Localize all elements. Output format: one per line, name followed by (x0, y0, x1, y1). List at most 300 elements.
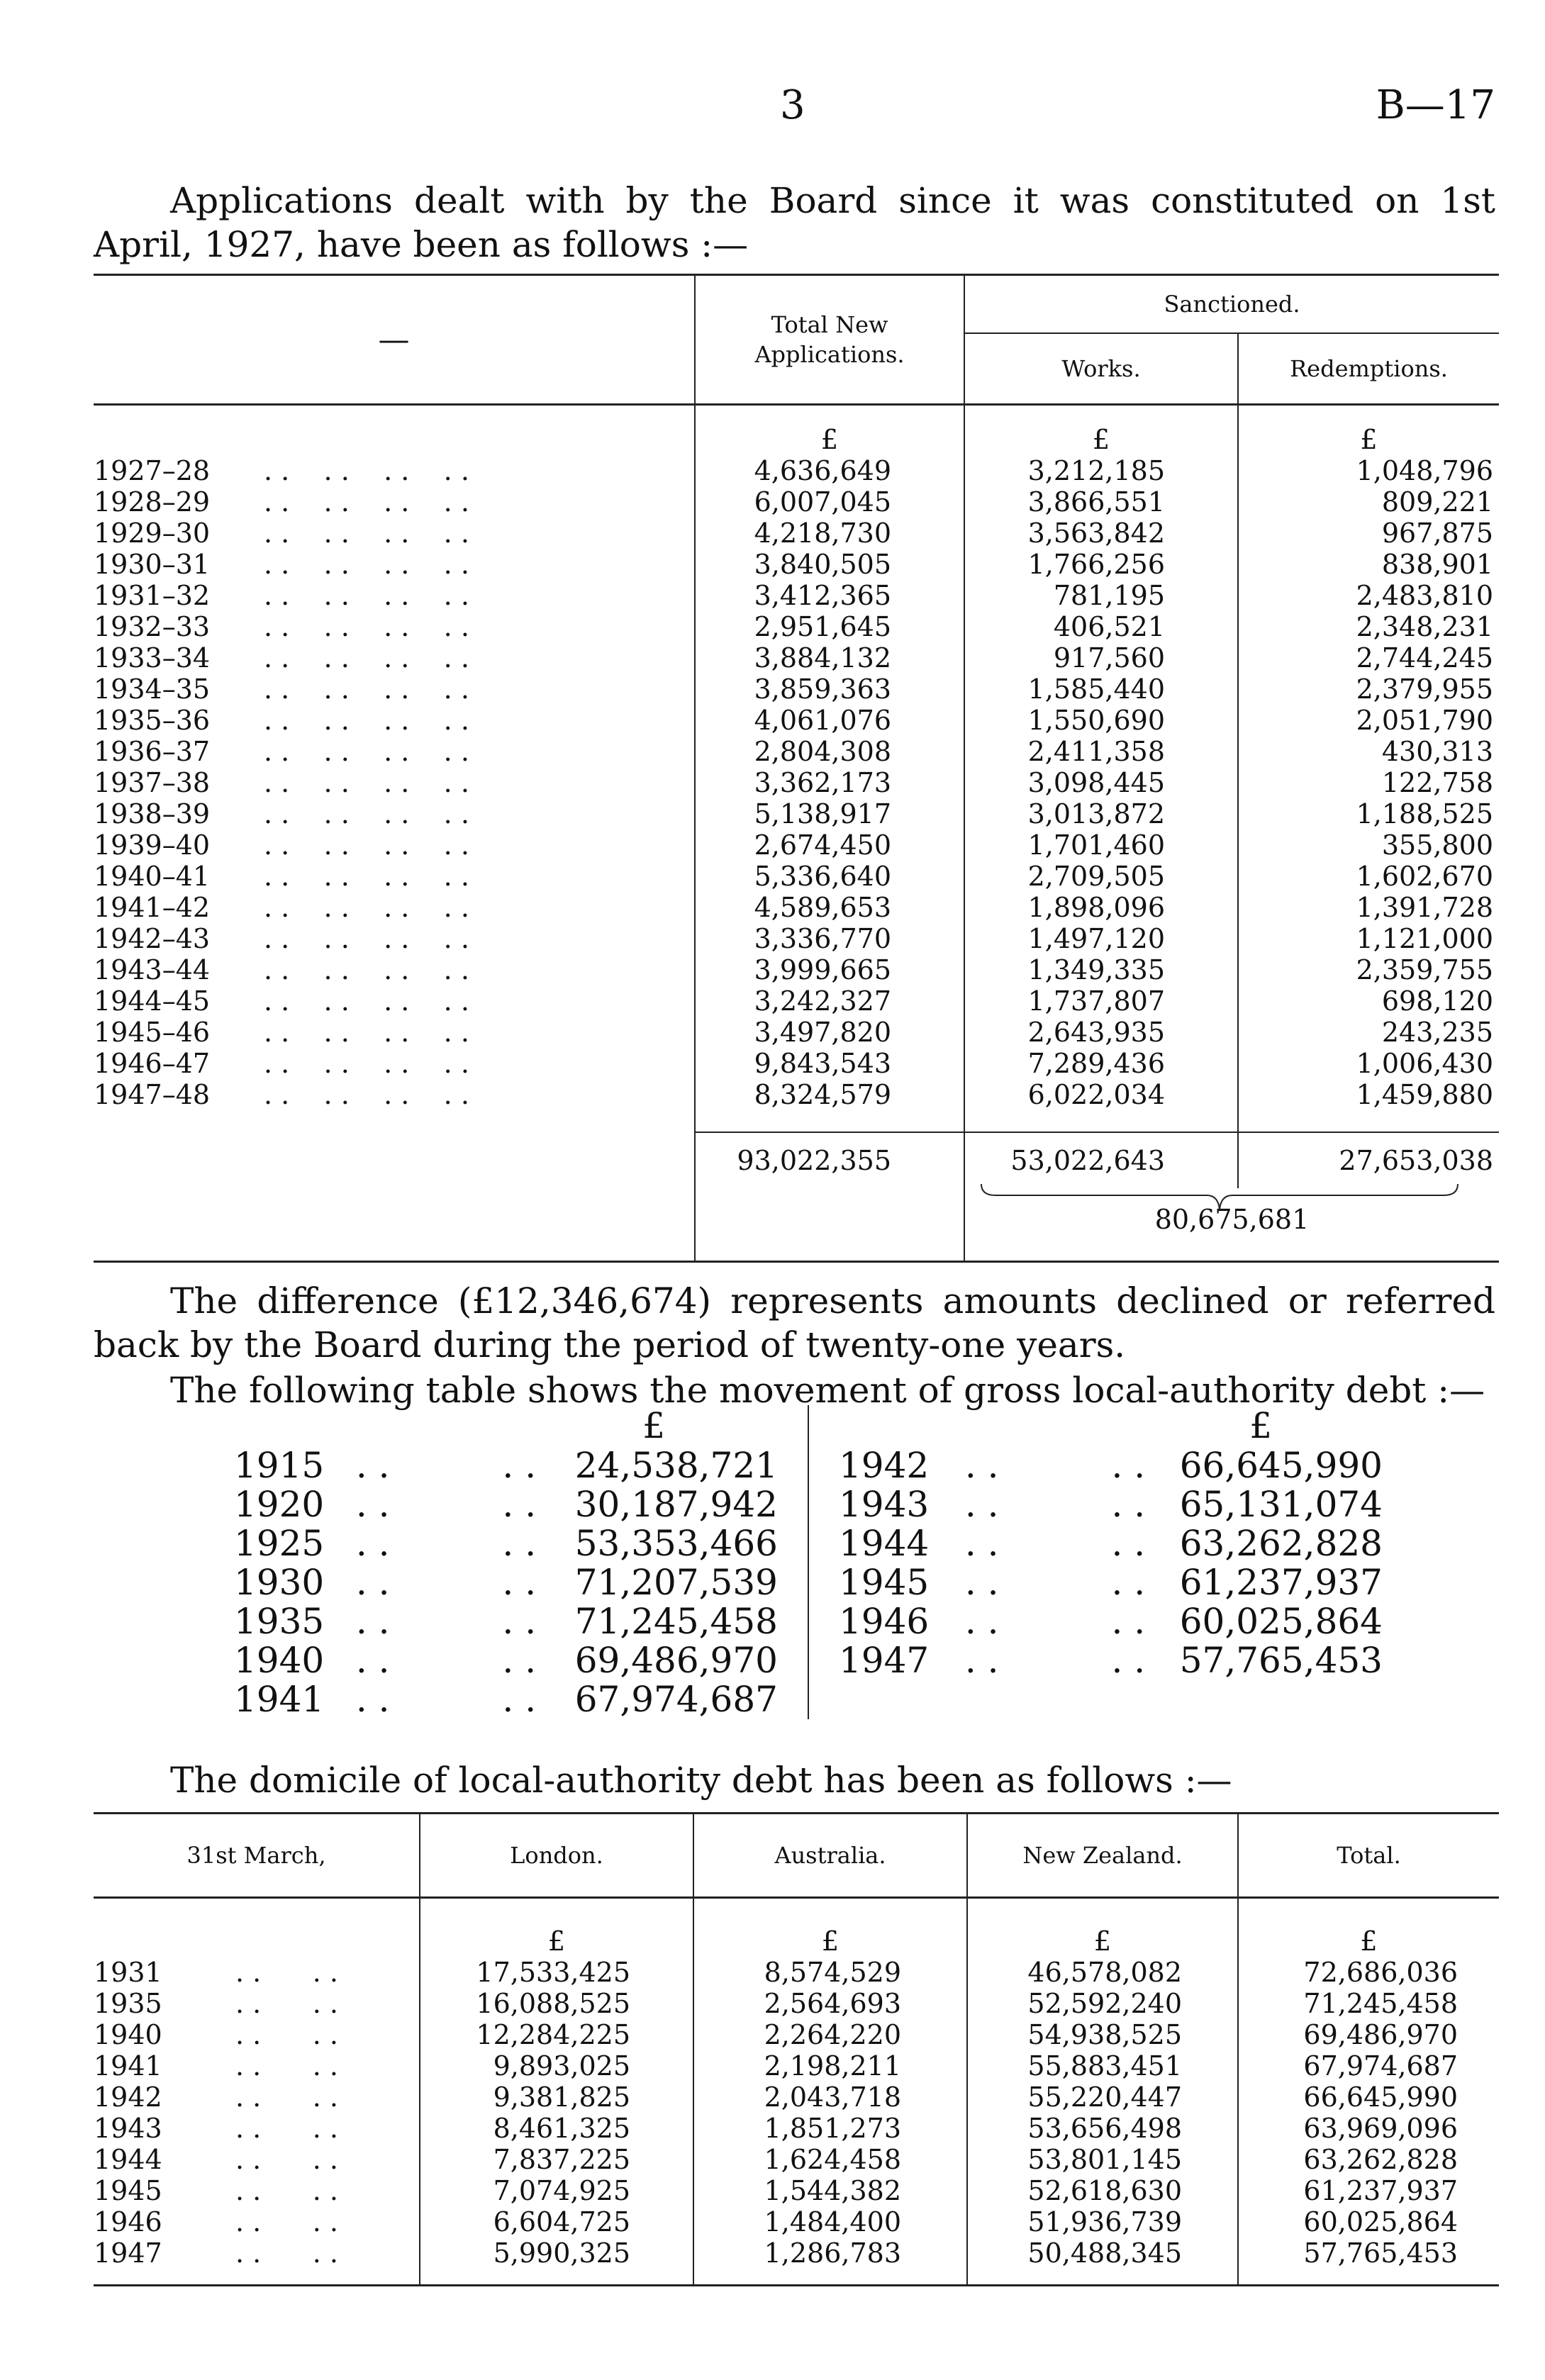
london-cell: 17,533,425 (420, 1957, 693, 1988)
redemptions-cell: 243,235 (1238, 1017, 1499, 1048)
works-cell: 3,563,842 (964, 518, 1238, 549)
dot-leader: . . . . (235, 2175, 338, 2206)
amount-cell: 66,645,990 (1179, 1445, 1383, 1486)
table-row (94, 2082, 1499, 2113)
works-cell: 1,497,120 (964, 923, 1238, 954)
year-label: 1946 (94, 2206, 162, 2237)
london-header: London. (420, 1814, 693, 1898)
year-cell: 1915 (234, 1445, 325, 1486)
table-row (94, 954, 1499, 985)
dot-leader: . . . . . . . . (264, 923, 469, 954)
australia-header: Australia. (693, 1814, 967, 1898)
year-cell (94, 2175, 420, 2206)
dot-leader: . . . . . . . . (264, 518, 469, 549)
table-row (94, 486, 1499, 518)
new-zealand-cell: 53,801,145 (967, 2144, 1238, 2175)
intro-paragraph: Applications dealt with by the Board since it was constituted on 1st April, 1927, have been as follows :— (94, 180, 1495, 265)
year-cell: 1935 (234, 1601, 325, 1642)
year-cell: 1920 (234, 1484, 325, 1525)
year-cell (94, 2206, 420, 2237)
dot-leader: . . . . . . . . (264, 1017, 469, 1048)
year-label: 1942 (94, 2082, 162, 2113)
year-cell (94, 2050, 420, 2082)
total-new-applications-cell: 9,843,543 (695, 1048, 964, 1079)
total-new-applications-cell: 2,951,645 (695, 611, 964, 642)
table-row (234, 1563, 1383, 1602)
year-cell: 1947 (808, 1641, 965, 1680)
table-row (94, 767, 1499, 798)
year-label: 1945–46 (94, 1017, 211, 1048)
table-row (94, 611, 1499, 642)
unit-label: £ (964, 405, 1238, 456)
redemptions-header: Redemptions. (1238, 333, 1499, 405)
year-cell: 1941 (234, 1679, 325, 1720)
dot-leader: . . . . . . . . (264, 861, 469, 892)
year-cell (94, 518, 695, 549)
unit-label: £ (1238, 1898, 1499, 1957)
table-row (234, 1485, 1383, 1524)
works-cell: 3,098,445 (964, 767, 1238, 798)
total-new-applications-header: Total New Applications. (695, 275, 964, 405)
year-label: 1938–39 (94, 798, 211, 829)
london-cell: 8,461,325 (420, 2113, 693, 2144)
applications-blank-header: — (94, 275, 695, 405)
table-row (94, 642, 1499, 674)
amount-cell: 30,187,942 (574, 1484, 778, 1525)
total-cell: 69,486,970 (1238, 2019, 1499, 2050)
redemptions-cell: 1,391,728 (1238, 892, 1499, 923)
empty-cell (1139, 1680, 1383, 1719)
year-label: 1933–34 (94, 642, 211, 674)
redemptions-total: 27,653,038 (1238, 1132, 1499, 1188)
year-cell (94, 2082, 420, 2113)
dot-leader: . . . . (235, 2206, 338, 2237)
total-new-applications-cell: 4,061,076 (695, 705, 964, 736)
australia-cell: 1,484,400 (693, 2206, 967, 2237)
table-row (234, 1602, 1383, 1641)
year-cell: 1942 (808, 1446, 965, 1485)
total-cell: 66,645,990 (1238, 2082, 1499, 2113)
table-row (234, 1641, 1383, 1680)
dot-leader: . . . . (964, 1562, 1146, 1603)
dot-leader: . . . . (235, 2144, 338, 2175)
total-cell: 61,237,937 (1238, 2175, 1499, 2206)
total-new-applications-cell: 3,336,770 (695, 923, 964, 954)
document-reference: B—17 (1376, 82, 1495, 128)
amount-cell: 53,353,466 (574, 1523, 778, 1564)
total-cell: 67,974,687 (1238, 2050, 1499, 2082)
new-zealand-cell: 50,488,345 (967, 2237, 1238, 2286)
london-cell: 12,284,225 (420, 2019, 693, 2050)
domicile-date-header: 31st March, (94, 1814, 420, 1898)
works-cell: 1,701,460 (964, 829, 1238, 861)
gross-debt-table (234, 1405, 1383, 1719)
works-cell: 1,737,807 (964, 985, 1238, 1017)
table-row (234, 1524, 1383, 1563)
dot-leader: . . . . (964, 1484, 1146, 1525)
dot-leader: . . . . (355, 1679, 537, 1720)
london-cell: 9,381,825 (420, 2082, 693, 2113)
dot-leader: . . . . (235, 2050, 338, 2082)
dot-leader: . . . . . . . . (264, 486, 469, 518)
works-cell: 3,866,551 (964, 486, 1238, 518)
year-cell (94, 736, 695, 767)
table-row (94, 1017, 1499, 1048)
australia-cell: 2,198,211 (693, 2050, 967, 2082)
redemptions-cell: 1,602,670 (1238, 861, 1499, 892)
dot-leader: . . . . . . . . (264, 611, 469, 642)
year-cell (94, 1957, 420, 1988)
amount-cell: 61,237,937 (1179, 1562, 1383, 1603)
domicile-table-body (94, 1898, 1499, 2286)
redemptions-cell: 2,483,810 (1238, 580, 1499, 611)
london-cell: 6,604,725 (420, 2206, 693, 2237)
year-cell (94, 2113, 420, 2144)
year-cell (94, 580, 695, 611)
year-cell (94, 2237, 420, 2286)
table-row (94, 736, 1499, 767)
year-cell (94, 674, 695, 705)
london-cell: 16,088,525 (420, 1988, 693, 2019)
redemptions-cell: 838,901 (1238, 549, 1499, 580)
redemptions-cell: 2,379,955 (1238, 674, 1499, 705)
redemptions-cell: 2,348,231 (1238, 611, 1499, 642)
unit-label: £ (642, 1404, 666, 1446)
australia-cell: 1,286,783 (693, 2237, 967, 2286)
dot-leader: . . . . . . . . (264, 892, 469, 923)
dot-leader: . . . . . . . . (264, 580, 469, 611)
dot-leader: . . . . . . . . (264, 798, 469, 829)
london-cell: 5,990,325 (420, 2237, 693, 2286)
redemptions-cell: 1,121,000 (1238, 923, 1499, 954)
year-label: 1943–44 (94, 954, 211, 985)
total-new-applications-cell: 5,138,917 (695, 798, 964, 829)
table-row (94, 455, 1499, 486)
table-row (94, 985, 1499, 1017)
australia-cell: 2,264,220 (693, 2019, 967, 2050)
year-label: 1940 (94, 2019, 162, 2050)
dot-leader: . . . . . . . . (264, 1079, 469, 1110)
year-label: 1943 (94, 2113, 162, 2144)
works-cell: 3,013,872 (964, 798, 1238, 829)
dot-leader: . . . . (355, 1523, 537, 1564)
dot-leader: . . . . (235, 2237, 338, 2269)
total-new-applications-cell: 5,336,640 (695, 861, 964, 892)
redemptions-cell: 1,188,525 (1238, 798, 1499, 829)
dot-leader: . . . . (235, 1957, 338, 1988)
total-new-applications-cell: 8,324,579 (695, 1079, 964, 1110)
works-cell: 1,550,690 (964, 705, 1238, 736)
australia-cell: 1,544,382 (693, 2175, 967, 2206)
dot-leader: . . . . (964, 1640, 1146, 1681)
table-row (94, 2113, 1499, 2144)
dot-leader: . . . . (355, 1445, 537, 1486)
works-cell: 781,195 (964, 580, 1238, 611)
year-cell: 1945 (808, 1563, 965, 1602)
dot-leader: . . . . (964, 1523, 1146, 1564)
redemptions-cell: 2,051,790 (1238, 705, 1499, 736)
total-header: Total. (1238, 1814, 1499, 1898)
applications-table (94, 274, 1499, 1263)
amount-cell: 69,486,970 (574, 1640, 778, 1681)
year-label: 1940–41 (94, 861, 211, 892)
dot-leader: . . . . (235, 1988, 338, 2019)
year-label: 1942–43 (94, 923, 211, 954)
year-label: 1941 (94, 2050, 162, 2082)
year-label: 1932–33 (94, 611, 211, 642)
year-cell: 1943 (808, 1485, 965, 1524)
year-label: 1945 (94, 2175, 162, 2206)
year-cell (94, 767, 695, 798)
table-row (94, 2237, 1499, 2286)
total-cell: 63,969,096 (1238, 2113, 1499, 2144)
unit-label: £ (967, 1898, 1238, 1957)
table-row (94, 2144, 1499, 2175)
new-zealand-cell: 54,938,525 (967, 2019, 1238, 2050)
table-row (94, 1079, 1499, 1110)
year-cell: 1944 (808, 1524, 965, 1563)
unit-label: £ (420, 1898, 693, 1957)
works-cell: 1,898,096 (964, 892, 1238, 923)
dot-leader: . . . . (355, 1562, 537, 1603)
table-row (94, 892, 1499, 923)
new-zealand-cell: 52,618,630 (967, 2175, 1238, 2206)
total-new-applications-total: 93,022,355 (695, 1132, 964, 1188)
australia-cell: 8,574,529 (693, 1957, 967, 1988)
total-new-applications-cell: 6,007,045 (695, 486, 964, 518)
unit-label: £ (1249, 1404, 1273, 1446)
year-label: 1946–47 (94, 1048, 211, 1079)
works-cell: 2,643,935 (964, 1017, 1238, 1048)
year-cell (94, 861, 695, 892)
redemptions-cell: 2,359,755 (1238, 954, 1499, 985)
dot-leader: . . . . . . . . (264, 767, 469, 798)
works-cell: 917,560 (964, 642, 1238, 674)
total-new-applications-cell: 3,859,363 (695, 674, 964, 705)
dot-leader: . . . . . . . . (264, 736, 469, 767)
year-label: 1935 (94, 1988, 162, 2019)
year-cell (94, 1017, 695, 1048)
dot-leader: . . . . (235, 2082, 338, 2113)
empty-cell (808, 1680, 965, 1719)
year-label: 1934–35 (94, 674, 211, 705)
london-cell: 7,074,925 (420, 2175, 693, 2206)
table-row (94, 2050, 1499, 2082)
total-new-applications-cell: 4,218,730 (695, 518, 964, 549)
dot-leader: . . . . (355, 1601, 537, 1642)
year-cell (94, 798, 695, 829)
dot-leader: . . . . (964, 1601, 1146, 1642)
australia-cell: 2,564,693 (693, 1988, 967, 2019)
year-cell (94, 1048, 695, 1079)
new-zealand-cell: 46,578,082 (967, 1957, 1238, 1988)
unit-label: £ (1238, 405, 1499, 456)
total-cell: 63,262,828 (1238, 2144, 1499, 2175)
year-label: 1928–29 (94, 486, 211, 518)
year-cell (94, 642, 695, 674)
year-cell: 1940 (234, 1640, 325, 1681)
table-row (94, 549, 1499, 580)
year-label: 1931–32 (94, 580, 211, 611)
sanctioned-grand-total: 80,675,681 (964, 1188, 1499, 1262)
table-row (234, 1680, 1383, 1719)
total-new-applications-cell: 3,412,365 (695, 580, 964, 611)
year-label: 1936–37 (94, 736, 211, 767)
year-cell: 1930 (234, 1562, 325, 1603)
year-cell (94, 1079, 695, 1110)
year-label: 1947–48 (94, 1079, 211, 1110)
year-cell (94, 829, 695, 861)
works-cell: 1,766,256 (964, 549, 1238, 580)
amount-cell: 24,538,721 (574, 1445, 778, 1486)
new-zealand-cell: 53,656,498 (967, 2113, 1238, 2144)
amount-cell: 57,765,453 (1179, 1640, 1383, 1681)
works-cell: 2,709,505 (964, 861, 1238, 892)
dot-leader: . . . . . . . . (264, 985, 469, 1017)
difference-paragraph: The difference (£12,346,674) represents amounts declined or referred back by the Board during the period of twenty-one years. (94, 1280, 1495, 1365)
works-cell: 7,289,436 (964, 1048, 1238, 1079)
redemptions-cell: 1,459,880 (1238, 1079, 1499, 1110)
year-cell (94, 486, 695, 518)
total-new-applications-cell: 4,589,653 (695, 892, 964, 923)
table-row (94, 2175, 1499, 2206)
redemptions-cell: 122,758 (1238, 767, 1499, 798)
total-new-applications-cell: 4,636,649 (695, 455, 964, 486)
new-zealand-cell: 52,592,240 (967, 1988, 1238, 2019)
empty-cell (965, 1680, 1139, 1719)
year-label: 1947 (94, 2237, 162, 2269)
redemptions-cell: 2,744,245 (1238, 642, 1499, 674)
amount-cell: 67,974,687 (574, 1679, 778, 1720)
sanctioned-brace (978, 1181, 1461, 1214)
year-label: 1929–30 (94, 518, 211, 549)
total-cell: 72,686,036 (1238, 1957, 1499, 1988)
redemptions-cell: 355,800 (1238, 829, 1499, 861)
new-zealand-cell: 55,883,451 (967, 2050, 1238, 2082)
works-header: Works. (964, 333, 1238, 405)
year-label: 1944 (94, 2144, 162, 2175)
year-cell (94, 2019, 420, 2050)
year-cell (94, 985, 695, 1017)
unit-label: £ (693, 1898, 967, 1957)
year-label: 1930–31 (94, 549, 211, 580)
works-total: 53,022,643 (964, 1132, 1238, 1188)
dot-leader: . . . . (355, 1640, 537, 1681)
total-new-applications-cell: 3,497,820 (695, 1017, 964, 1048)
unit-label: £ (695, 405, 964, 456)
year-cell: 1946 (808, 1602, 965, 1641)
dot-leader: . . . . . . . . (264, 954, 469, 985)
australia-cell: 1,624,458 (693, 2144, 967, 2175)
table-row (94, 2019, 1499, 2050)
works-cell: 1,585,440 (964, 674, 1238, 705)
new-zealand-cell: 51,936,739 (967, 2206, 1238, 2237)
total-new-applications-cell: 3,999,665 (695, 954, 964, 985)
redemptions-cell: 430,313 (1238, 736, 1499, 767)
year-cell (94, 455, 695, 486)
gross-debt-table-body (234, 1405, 1383, 1719)
works-cell: 3,212,185 (964, 455, 1238, 486)
table-row (94, 1988, 1499, 2019)
total-new-applications-cell: 2,674,450 (695, 829, 964, 861)
table-row (94, 829, 1499, 861)
year-cell (94, 549, 695, 580)
domicile-intro: The domicile of local-authority debt has been as follows :— (170, 1760, 1232, 1801)
sanctioned-header: Sanctioned. (964, 275, 1499, 334)
redemptions-cell: 1,006,430 (1238, 1048, 1499, 1079)
works-cell: 406,521 (964, 611, 1238, 642)
dot-leader: . . . . . . . . (264, 1048, 469, 1079)
australia-cell: 1,851,273 (693, 2113, 967, 2144)
amount-cell: 71,245,458 (574, 1601, 778, 1642)
redemptions-cell: 967,875 (1238, 518, 1499, 549)
table-row (94, 1957, 1499, 1988)
year-label: 1935–36 (94, 705, 211, 736)
dot-leader: . . . . . . . . (264, 642, 469, 674)
redemptions-cell: 809,221 (1238, 486, 1499, 518)
dot-leader: . . . . (964, 1445, 1146, 1486)
works-cell: 1,349,335 (964, 954, 1238, 985)
amount-cell: 63,262,828 (1179, 1523, 1383, 1564)
london-cell: 7,837,225 (420, 2144, 693, 2175)
total-cell: 71,245,458 (1238, 1988, 1499, 2019)
table-row (94, 798, 1499, 829)
table-row (94, 1048, 1499, 1079)
year-cell (94, 2144, 420, 2175)
redemptions-cell: 1,048,796 (1238, 455, 1499, 486)
year-cell (94, 611, 695, 642)
table-row (94, 2206, 1499, 2237)
total-new-applications-cell: 2,804,308 (695, 736, 964, 767)
total-new-applications-cell: 3,242,327 (695, 985, 964, 1017)
year-cell (94, 954, 695, 985)
year-cell (94, 705, 695, 736)
australia-cell: 2,043,718 (693, 2082, 967, 2113)
works-cell: 6,022,034 (964, 1079, 1238, 1110)
page-number: 3 (780, 82, 805, 128)
total-cell: 57,765,453 (1238, 2237, 1499, 2286)
total-new-applications-cell: 3,362,173 (695, 767, 964, 798)
new-zealand-cell: 55,220,447 (967, 2082, 1238, 2113)
dot-leader: . . . . . . . . (264, 455, 469, 486)
amount-cell: 65,131,074 (1179, 1484, 1383, 1525)
applications-table-body (94, 405, 1499, 1111)
redemptions-cell: 698,120 (1238, 985, 1499, 1017)
total-new-applications-cell: 3,884,132 (695, 642, 964, 674)
total-new-applications-cell: 3,840,505 (695, 549, 964, 580)
year-label: 1944–45 (94, 985, 211, 1017)
works-cell: 2,411,358 (964, 736, 1238, 767)
table-row (94, 580, 1499, 611)
year-label: 1927–28 (94, 455, 211, 486)
year-cell: 1925 (234, 1523, 325, 1564)
year-label: 1939–40 (94, 829, 211, 861)
new-zealand-header: New Zealand. (967, 1814, 1238, 1898)
year-cell (94, 892, 695, 923)
amount-cell: 60,025,864 (1179, 1601, 1383, 1642)
table-row (94, 923, 1499, 954)
dot-leader: . . . . (355, 1484, 537, 1525)
table-row (94, 518, 1499, 549)
dot-leader: . . . . (235, 2113, 338, 2144)
dot-leader: . . . . . . . . (264, 829, 469, 861)
dot-leader: . . . . . . . . (264, 674, 469, 705)
domicile-table (94, 1812, 1499, 2286)
amount-cell: 71,207,539 (574, 1562, 778, 1603)
dot-leader: . . . . (235, 2019, 338, 2050)
table-row (94, 705, 1499, 736)
table-row (94, 674, 1499, 705)
